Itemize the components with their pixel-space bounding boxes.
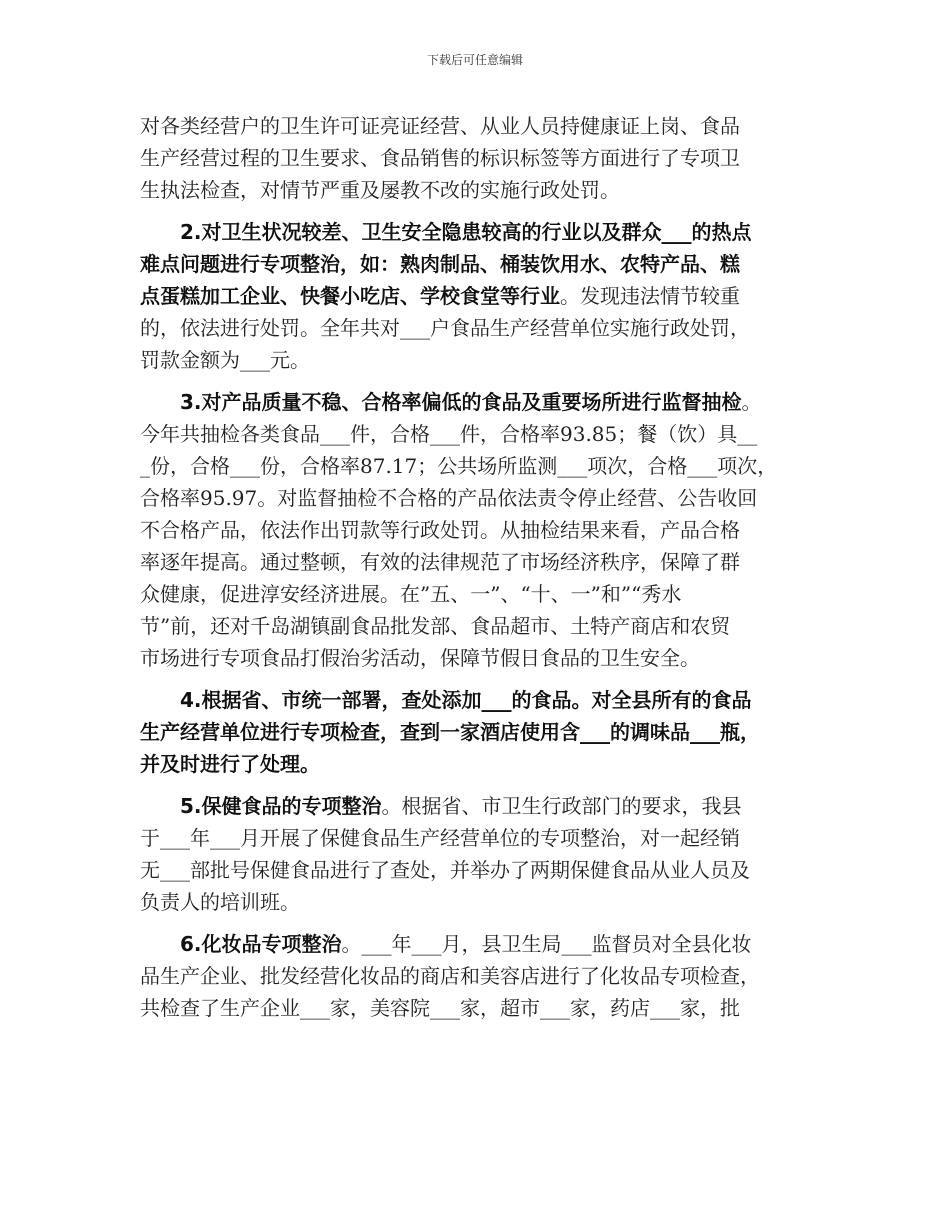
text-segment: 品生产企业、批发经营化妆品的商店和美容店进行了化妆品专项检查， [140, 964, 760, 988]
bold-text-segment: 难点问题进行专项整治，如：熟肉制品、桶装饮用水、农特产品、糕 [140, 252, 740, 276]
text-segment: 生执法检查，对情节严重及屡教不改的实施行政处罚。 [140, 178, 620, 202]
text-line [140, 992, 816, 1024]
text-segment: 。 [741, 390, 762, 414]
text-line [140, 142, 816, 174]
bold-text-segment: 点蛋糕加工企业、快餐小吃店、学校食堂等行业 [140, 284, 560, 308]
text-segment: 不合格产品，依法作出罚款等行政处罚。从抽检结果来看，产品合格 [140, 518, 740, 542]
text-segment: 节”前，还对千岛湖镇副食品批发部、食品超市、土特产商店和农贸 [140, 614, 731, 638]
text-line [140, 790, 816, 822]
text-segment: 率逐年提高。通过整顿，有效的法律规范了市场经济秩序，保障了群 [140, 550, 740, 574]
document-body [140, 110, 816, 1024]
text-line [140, 174, 816, 206]
text-segment: 对各类经营户的卫生许可证亮证经营、从业人员持健康证上岗、食品 [140, 114, 740, 138]
text-line [140, 482, 816, 514]
text-line [140, 854, 816, 886]
text-segment: _份，合格___份，合格率87.17；公共场所监测___项次，合格___项次， [140, 454, 778, 478]
text-line [140, 418, 816, 450]
page-header: 下载后可任意编辑 [426, 53, 523, 67]
text-line [140, 450, 816, 482]
bold-text-segment: 生产经营单位进行专项检查，查到一家酒店使用含___的调味品___瓶， [140, 720, 760, 744]
bold-text-segment: 并及时进行了处理。 [140, 752, 320, 776]
text-segment: 负责人的培训班。 [140, 890, 300, 914]
text-line [140, 386, 816, 418]
text-line [140, 546, 816, 578]
text-line [140, 248, 816, 280]
text-line [140, 748, 816, 780]
bold-text-segment: 2.对卫生状况较差、卫生安全隐患较高的行业以及群众___的热点 [180, 220, 752, 244]
text-segment: 罚款金额为___元。 [140, 348, 310, 372]
text-line [140, 312, 816, 344]
text-segment: 于___年___月开展了保健食品生产经营单位的专项整治，对一起经销 [140, 826, 740, 850]
text-line [140, 886, 816, 918]
text-line [140, 684, 816, 716]
text-line [140, 514, 816, 546]
text-line [140, 216, 816, 248]
bold-text-segment: 6.化妆品专项整治 [180, 932, 342, 956]
text-line [140, 280, 816, 312]
text-line [140, 344, 816, 376]
bold-text-segment: 4.根据省、市统一部署，查处添加___的食品。对全县所有的食品 [180, 688, 752, 712]
text-line [140, 716, 816, 748]
text-segment: 众健康，促进淳安经济进展。在”五、一”、“十、一”和”“秀水 [140, 582, 682, 606]
bold-text-segment: 5.保健食品的专项整治 [180, 794, 382, 818]
text-segment: 合格率95.97。对监督抽检不合格的产品依法责令停止经营、公告收回 [140, 486, 758, 510]
text-line [140, 110, 816, 142]
bold-text-segment: 3.对产品质量不稳、合格率偏低的食品及重要场所进行监督抽检 [180, 390, 742, 414]
text-segment: 的，依法进行处罚。全年共对___户食品生产经营单位实施行政处罚， [140, 316, 750, 340]
text-segment: 市场进行专项食品打假治劣活动，保障节假日食品的卫生安全。 [140, 646, 700, 670]
text-segment: 。根据省、市卫生行政部门的要求，我县 [381, 794, 742, 818]
text-segment: 。发现违法情节较重 [560, 284, 740, 308]
text-segment: 。___年___月，县卫生局___监督员对全县化妆 [341, 932, 752, 956]
text-line [140, 822, 816, 854]
text-line [140, 960, 816, 992]
text-segment: 生产经营过程的卫生要求、食品销售的标识标签等方面进行了专项卫 [140, 146, 740, 170]
text-line [140, 642, 816, 674]
text-line [140, 928, 816, 960]
text-line [140, 610, 816, 642]
text-segment: 共检查了生产企业___家，美容院___家，超市___家，药店___家，批 [140, 996, 740, 1020]
text-segment: 今年共抽检各类食品___件，合格___件，合格率93.85；餐（饮）具__ [140, 422, 758, 446]
text-segment: 无___部批号保健食品进行了查处，并举办了两期保健食品从业人员及 [140, 858, 750, 882]
text-line [140, 578, 816, 610]
